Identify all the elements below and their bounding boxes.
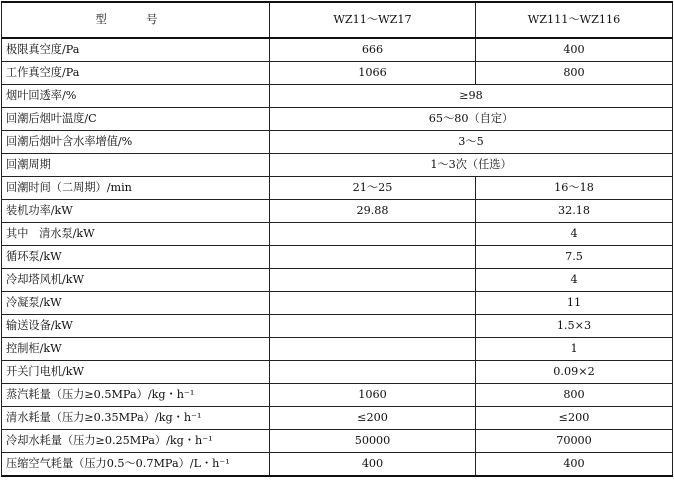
table-row: [2, 361, 673, 384]
table-row: [2, 131, 673, 154]
row-label: 输送设备/kW: [2, 315, 270, 338]
header-model-label: 型 号: [2, 2, 270, 38]
row-value-col1: 29.88: [270, 200, 476, 223]
table-row: [2, 223, 673, 246]
row-label: 压缩空气耗量（压力0.5～0.7MPa）/L・h⁻¹: [2, 453, 270, 477]
table-row: [2, 430, 673, 453]
row-label: 冷却水耗量（压力≥0.25MPa）/kg・h⁻¹: [2, 430, 270, 453]
row-value-merged: ≥98: [270, 85, 673, 108]
row-value-merged: 65～80（自定）: [270, 108, 673, 131]
row-label: 装机功率/kW: [2, 200, 270, 223]
row-value-col2: 800: [476, 62, 673, 85]
group-prefix: 其中: [6, 227, 29, 240]
row-value-col1: [270, 269, 476, 292]
table-row: [2, 177, 673, 200]
row-label: 冷却塔风机/kW: [2, 269, 270, 292]
row-value-col1: 666: [270, 38, 476, 62]
row-label: 冷凝泵/kW: [2, 292, 270, 315]
table-row: [2, 246, 673, 269]
row-value-col1: [270, 361, 476, 384]
row-label: 控制柜/kW: [2, 338, 270, 361]
table-row: [2, 292, 673, 315]
row-value-merged: 3～5: [270, 131, 673, 154]
row-label: 回潮后烟叶含水率增值/%: [2, 131, 270, 154]
row-label: [2, 223, 270, 246]
row-value-col2: 4: [476, 223, 673, 246]
header-col-wz111: WZ111～WZ116: [476, 2, 673, 38]
table-row: [2, 85, 673, 108]
table-row: [2, 453, 673, 477]
row-value-col2: 1: [476, 338, 673, 361]
row-label: 清水耗量（压力≥0.35MPa）/kg・h⁻¹: [2, 407, 270, 430]
row-value-col2: 4: [476, 269, 673, 292]
row-value-col2: 0.09×2: [476, 361, 673, 384]
row-value-col2: 16～18: [476, 177, 673, 200]
table-row: [2, 62, 673, 85]
row-label: 回潮后烟叶温度/C: [2, 108, 270, 131]
row-value-col2: 7.5: [476, 246, 673, 269]
row-label: 回潮时间（二周期）/min: [2, 177, 270, 200]
table-row: [2, 200, 673, 223]
row-label: 循环泵/kW: [2, 246, 270, 269]
row-value-col2: 400: [476, 453, 673, 477]
row-value-col2: 800: [476, 384, 673, 407]
table-row: [2, 38, 673, 62]
row-value-col1: 1060: [270, 384, 476, 407]
row-value-col1: [270, 246, 476, 269]
sub-label: 清水泵/kW: [39, 227, 95, 240]
row-value-col2: 32.18: [476, 200, 673, 223]
table-row: [2, 338, 673, 361]
header-col-wz11: WZ11～WZ17: [270, 2, 476, 38]
row-label: 工作真空度/Pa: [2, 62, 270, 85]
row-value-col2: 1.5×3: [476, 315, 673, 338]
row-value-col1: 1066: [270, 62, 476, 85]
row-value-col1: 400: [270, 453, 476, 477]
row-value-col1: ≤200: [270, 407, 476, 430]
table-header-row: [2, 2, 673, 38]
row-value-col1: [270, 338, 476, 361]
row-label: 回潮周期: [2, 154, 270, 177]
table-row: [2, 108, 673, 131]
row-value-col2: ≤200: [476, 407, 673, 430]
row-value-col1: [270, 292, 476, 315]
row-value-col1: 21～25: [270, 177, 476, 200]
row-value-col1: [270, 315, 476, 338]
row-label: 极限真空度/Pa: [2, 38, 270, 62]
row-label: 开关门电机/kW: [2, 361, 270, 384]
row-value-col2: 400: [476, 38, 673, 62]
row-label: 烟叶回透率/%: [2, 85, 270, 108]
row-value-col1: [270, 223, 476, 246]
spec-table: [1, 1, 673, 477]
table-row: [2, 315, 673, 338]
row-label: 蒸汽耗量（压力≥0.5MPa）/kg・h⁻¹: [2, 384, 270, 407]
row-value-col2: 70000: [476, 430, 673, 453]
table-row: [2, 407, 673, 430]
row-value-merged: 1～3次（任选）: [270, 154, 673, 177]
table-row: [2, 384, 673, 407]
table-row: [2, 154, 673, 177]
row-value-col1: 50000: [270, 430, 476, 453]
row-value-col2: 11: [476, 292, 673, 315]
table-row: [2, 269, 673, 292]
